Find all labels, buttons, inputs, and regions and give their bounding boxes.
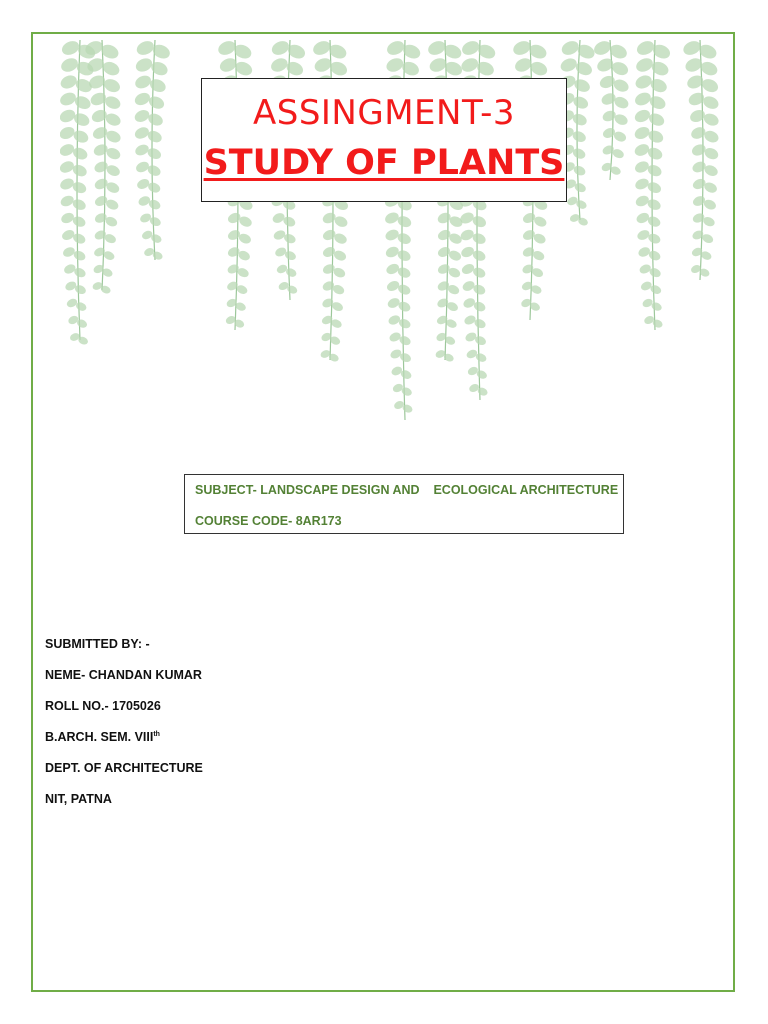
leaf xyxy=(475,59,496,78)
leaf xyxy=(386,296,401,309)
leaf xyxy=(633,159,650,175)
leaf xyxy=(689,125,707,141)
leaf xyxy=(559,56,579,74)
leaf xyxy=(610,60,630,78)
course-code-text: COURSE CODE- 8AR173 xyxy=(195,514,342,528)
subject-box xyxy=(184,474,624,534)
leaf xyxy=(601,126,616,140)
leaf xyxy=(149,59,170,77)
leaf xyxy=(436,228,452,242)
leaf xyxy=(560,40,581,58)
leaf xyxy=(634,177,651,192)
leaf xyxy=(521,228,536,241)
leaf xyxy=(649,77,669,95)
leaf xyxy=(90,108,109,125)
leaf xyxy=(73,94,93,112)
leaf xyxy=(385,40,407,58)
leaf xyxy=(60,90,78,108)
leaf xyxy=(91,125,109,141)
leaf xyxy=(633,107,652,124)
semester-suffix: th xyxy=(153,730,160,738)
leaf xyxy=(648,94,668,112)
leaf xyxy=(134,160,150,174)
leaf xyxy=(93,194,108,208)
leaf xyxy=(637,245,652,258)
leaf xyxy=(92,142,109,158)
semester xyxy=(45,730,160,744)
leaf xyxy=(321,245,336,259)
leaf xyxy=(133,90,152,107)
leaf xyxy=(226,245,241,258)
leaf xyxy=(134,56,155,74)
leaf xyxy=(601,109,617,124)
leaf xyxy=(384,228,401,243)
vine xyxy=(83,40,122,295)
leaf xyxy=(601,144,615,157)
leaf xyxy=(321,211,337,226)
leaf xyxy=(387,314,402,327)
leaf xyxy=(62,245,77,258)
leaf xyxy=(633,73,653,91)
leaf xyxy=(60,228,75,242)
leaf xyxy=(461,279,476,292)
leaf xyxy=(691,212,706,225)
leaf xyxy=(688,108,707,125)
leaf xyxy=(385,279,400,293)
assignment-title: ASSINGMENT-3 xyxy=(252,93,516,133)
leaf xyxy=(269,56,290,75)
leaf xyxy=(272,229,287,242)
leaf xyxy=(633,142,651,158)
leaf xyxy=(400,59,421,78)
leaf xyxy=(271,211,286,224)
leaf xyxy=(60,159,76,175)
leaf xyxy=(60,194,75,209)
vine xyxy=(133,40,172,261)
leaf xyxy=(436,245,451,259)
leaf xyxy=(321,228,337,242)
leaf xyxy=(133,73,153,91)
leaf xyxy=(226,228,241,241)
leaf xyxy=(385,262,401,276)
leaf xyxy=(60,40,81,58)
leaf xyxy=(633,125,652,142)
leaf xyxy=(216,40,238,58)
submitted-by-heading: SUBMITTED BY: - xyxy=(45,637,150,651)
leaf xyxy=(93,160,110,175)
leaf xyxy=(89,90,108,107)
semester-text: B.ARCH. SEM. VIII xyxy=(45,730,154,744)
leaf xyxy=(133,108,151,124)
leaf xyxy=(650,59,671,78)
leaf xyxy=(600,91,618,107)
leaf xyxy=(270,40,292,58)
leaf xyxy=(134,143,151,158)
institute: NIT, PATNA xyxy=(45,792,112,806)
subject-text: SUBJECT- LANDSCAPE DESIGN AND ECOLOGICAL ARCHITECTURE xyxy=(195,483,619,497)
leaf xyxy=(133,125,151,141)
leaf xyxy=(634,56,655,75)
leaf xyxy=(436,211,452,226)
leaf xyxy=(521,211,536,225)
leaf xyxy=(635,40,657,58)
leaf xyxy=(93,229,107,242)
leaf xyxy=(511,40,533,58)
leaf xyxy=(700,77,720,95)
leaf xyxy=(691,160,708,175)
leaf xyxy=(460,40,482,58)
leaf xyxy=(462,296,477,309)
leaf xyxy=(93,211,108,224)
leaf xyxy=(687,90,706,107)
leaf xyxy=(383,210,400,225)
title-box xyxy=(201,78,567,202)
leaf xyxy=(460,245,476,259)
leaf xyxy=(691,194,706,207)
student-name: NEME- CHANDAN KUMAR xyxy=(45,668,202,682)
leaf xyxy=(691,177,707,191)
leaf xyxy=(60,56,80,75)
vine xyxy=(592,40,631,180)
leaf xyxy=(463,314,477,327)
leaf xyxy=(103,94,122,111)
leaf xyxy=(60,142,76,158)
vine xyxy=(681,40,720,280)
leaf xyxy=(636,228,651,241)
leaf xyxy=(226,211,242,225)
leaf xyxy=(690,142,707,157)
leaf xyxy=(321,262,336,275)
leaf xyxy=(136,177,151,191)
vine xyxy=(633,40,673,330)
leaf xyxy=(60,125,76,142)
leaf xyxy=(60,73,79,91)
leaf xyxy=(633,90,653,108)
leaf xyxy=(681,40,703,58)
leaf xyxy=(635,211,651,225)
leaf xyxy=(284,59,305,78)
leaf xyxy=(384,245,400,260)
leaf xyxy=(102,77,122,95)
leaf xyxy=(426,40,448,58)
leaf xyxy=(148,77,168,95)
leaf xyxy=(574,60,594,78)
leaf xyxy=(598,74,617,91)
leaf xyxy=(60,176,76,191)
leaf xyxy=(135,40,157,58)
leaf xyxy=(93,177,109,191)
roll-number: ROLL NO.- 1705026 xyxy=(45,699,161,713)
leaf xyxy=(460,262,475,276)
assignment-subtitle: STUDY OF PLANTS xyxy=(203,143,565,183)
leaf xyxy=(436,262,451,275)
leaf xyxy=(311,40,333,58)
leaf xyxy=(384,56,405,75)
leaf xyxy=(634,194,650,209)
leaf xyxy=(459,56,480,75)
department: DEPT. OF ARCHITECTURE xyxy=(45,761,203,775)
leaf xyxy=(647,111,666,128)
leaf xyxy=(60,211,76,225)
